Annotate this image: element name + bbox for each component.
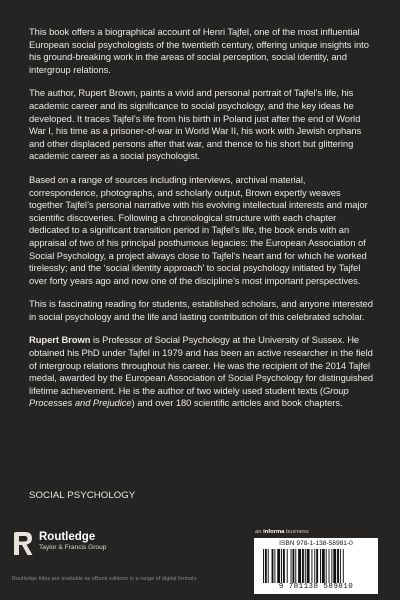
isbn-label: ISBN 978-1-138-58981-0 (279, 540, 353, 547)
informa-brand: informa (263, 529, 285, 535)
ebook-note: Routledge titles are available as eBook editions in a range of digital formats (12, 576, 197, 582)
isbn-barcode-box (254, 538, 378, 594)
barcode-icon (262, 549, 370, 583)
author-bio (29, 334, 375, 410)
routledge-r-icon (12, 531, 34, 557)
publisher-name: Routledge (39, 531, 96, 543)
author-bio-text-2: ) and over 180 scientific articles and book chapters. (131, 397, 343, 409)
informa-suffix: business (284, 529, 309, 535)
cover-footer (0, 525, 400, 600)
blurb-paragraph-2: The author, Rupert Brown, paints a vivid and personal portrait of Tajfel’s life, his academic career and its significance to social psychology, and the key ideas he developed. It traces Tajfel’s life from his birth in Poland just after the end of World War I, his time as a prisoner-of-war in World War II, his work with Jewish orphans and other displaced persons after that war, and thence to his short but glittering academic career as a social psychologist. (29, 87, 362, 162)
publisher-logo (12, 531, 106, 557)
blurb-paragraph-4: This is fascinating reading for students, established scholars, and anyone interested in social psychology and the life and lasting contribution of this celebrated scholar. (29, 298, 373, 322)
author-bio-text-1: is Professor of Social Psychology at the University of Sussex. He obtained his PhD under Tajfel in 1979 and has been an active researcher in the field of intergroup relations throughout his career. He was the recipient of the 2014 Tajfel medal, awarded by the European Association of Social Psychology for distinguished lifetime achievement. He is the author of two widely used student texts ( (29, 334, 374, 396)
author-book-title: Group Processes and Prejudice (29, 384, 349, 409)
blurb-paragraph-3: Based on a range of sources including interviews, archival material, correspondence, photographs, and scholarly output, Brown expertly weaves together Tajfel’s personal narrative with his evolving intellectual interests and major scientific discoveries. Following a chronological structure with each chapter dedicated to a significant transition period in Tajfel’s life, the book ends with an appraisal of two of his principal posthumous legacies: the European Association of Social Psychology, a project always close to Tajfel’s heart and for which he worked tirelessly; and the ‘social identity approach’ to social psychology initiated by Tajfel over forty years ago and now one of the discipline’s most important perspectives. (29, 173, 368, 286)
informa-prefix: an (255, 529, 264, 535)
informa-tagline (255, 529, 309, 535)
blurb-paragraph-1: This book offers a biographical account of Henri Tajfel, one of the most influential European social psychologists of the twentieth century, offering unique insights into his ground-breaking work in the areas of social perception, social identity, and intergroup relations. (29, 26, 369, 75)
publisher-group: Taylor & Francis Group (39, 544, 107, 551)
barcode-digits: 9 781138 589810 (278, 583, 354, 591)
author-name: Rupert Brown (29, 334, 91, 346)
back-cover-text (29, 26, 375, 421)
category-label: SOCIAL PSYCHOLOGY (29, 490, 136, 501)
